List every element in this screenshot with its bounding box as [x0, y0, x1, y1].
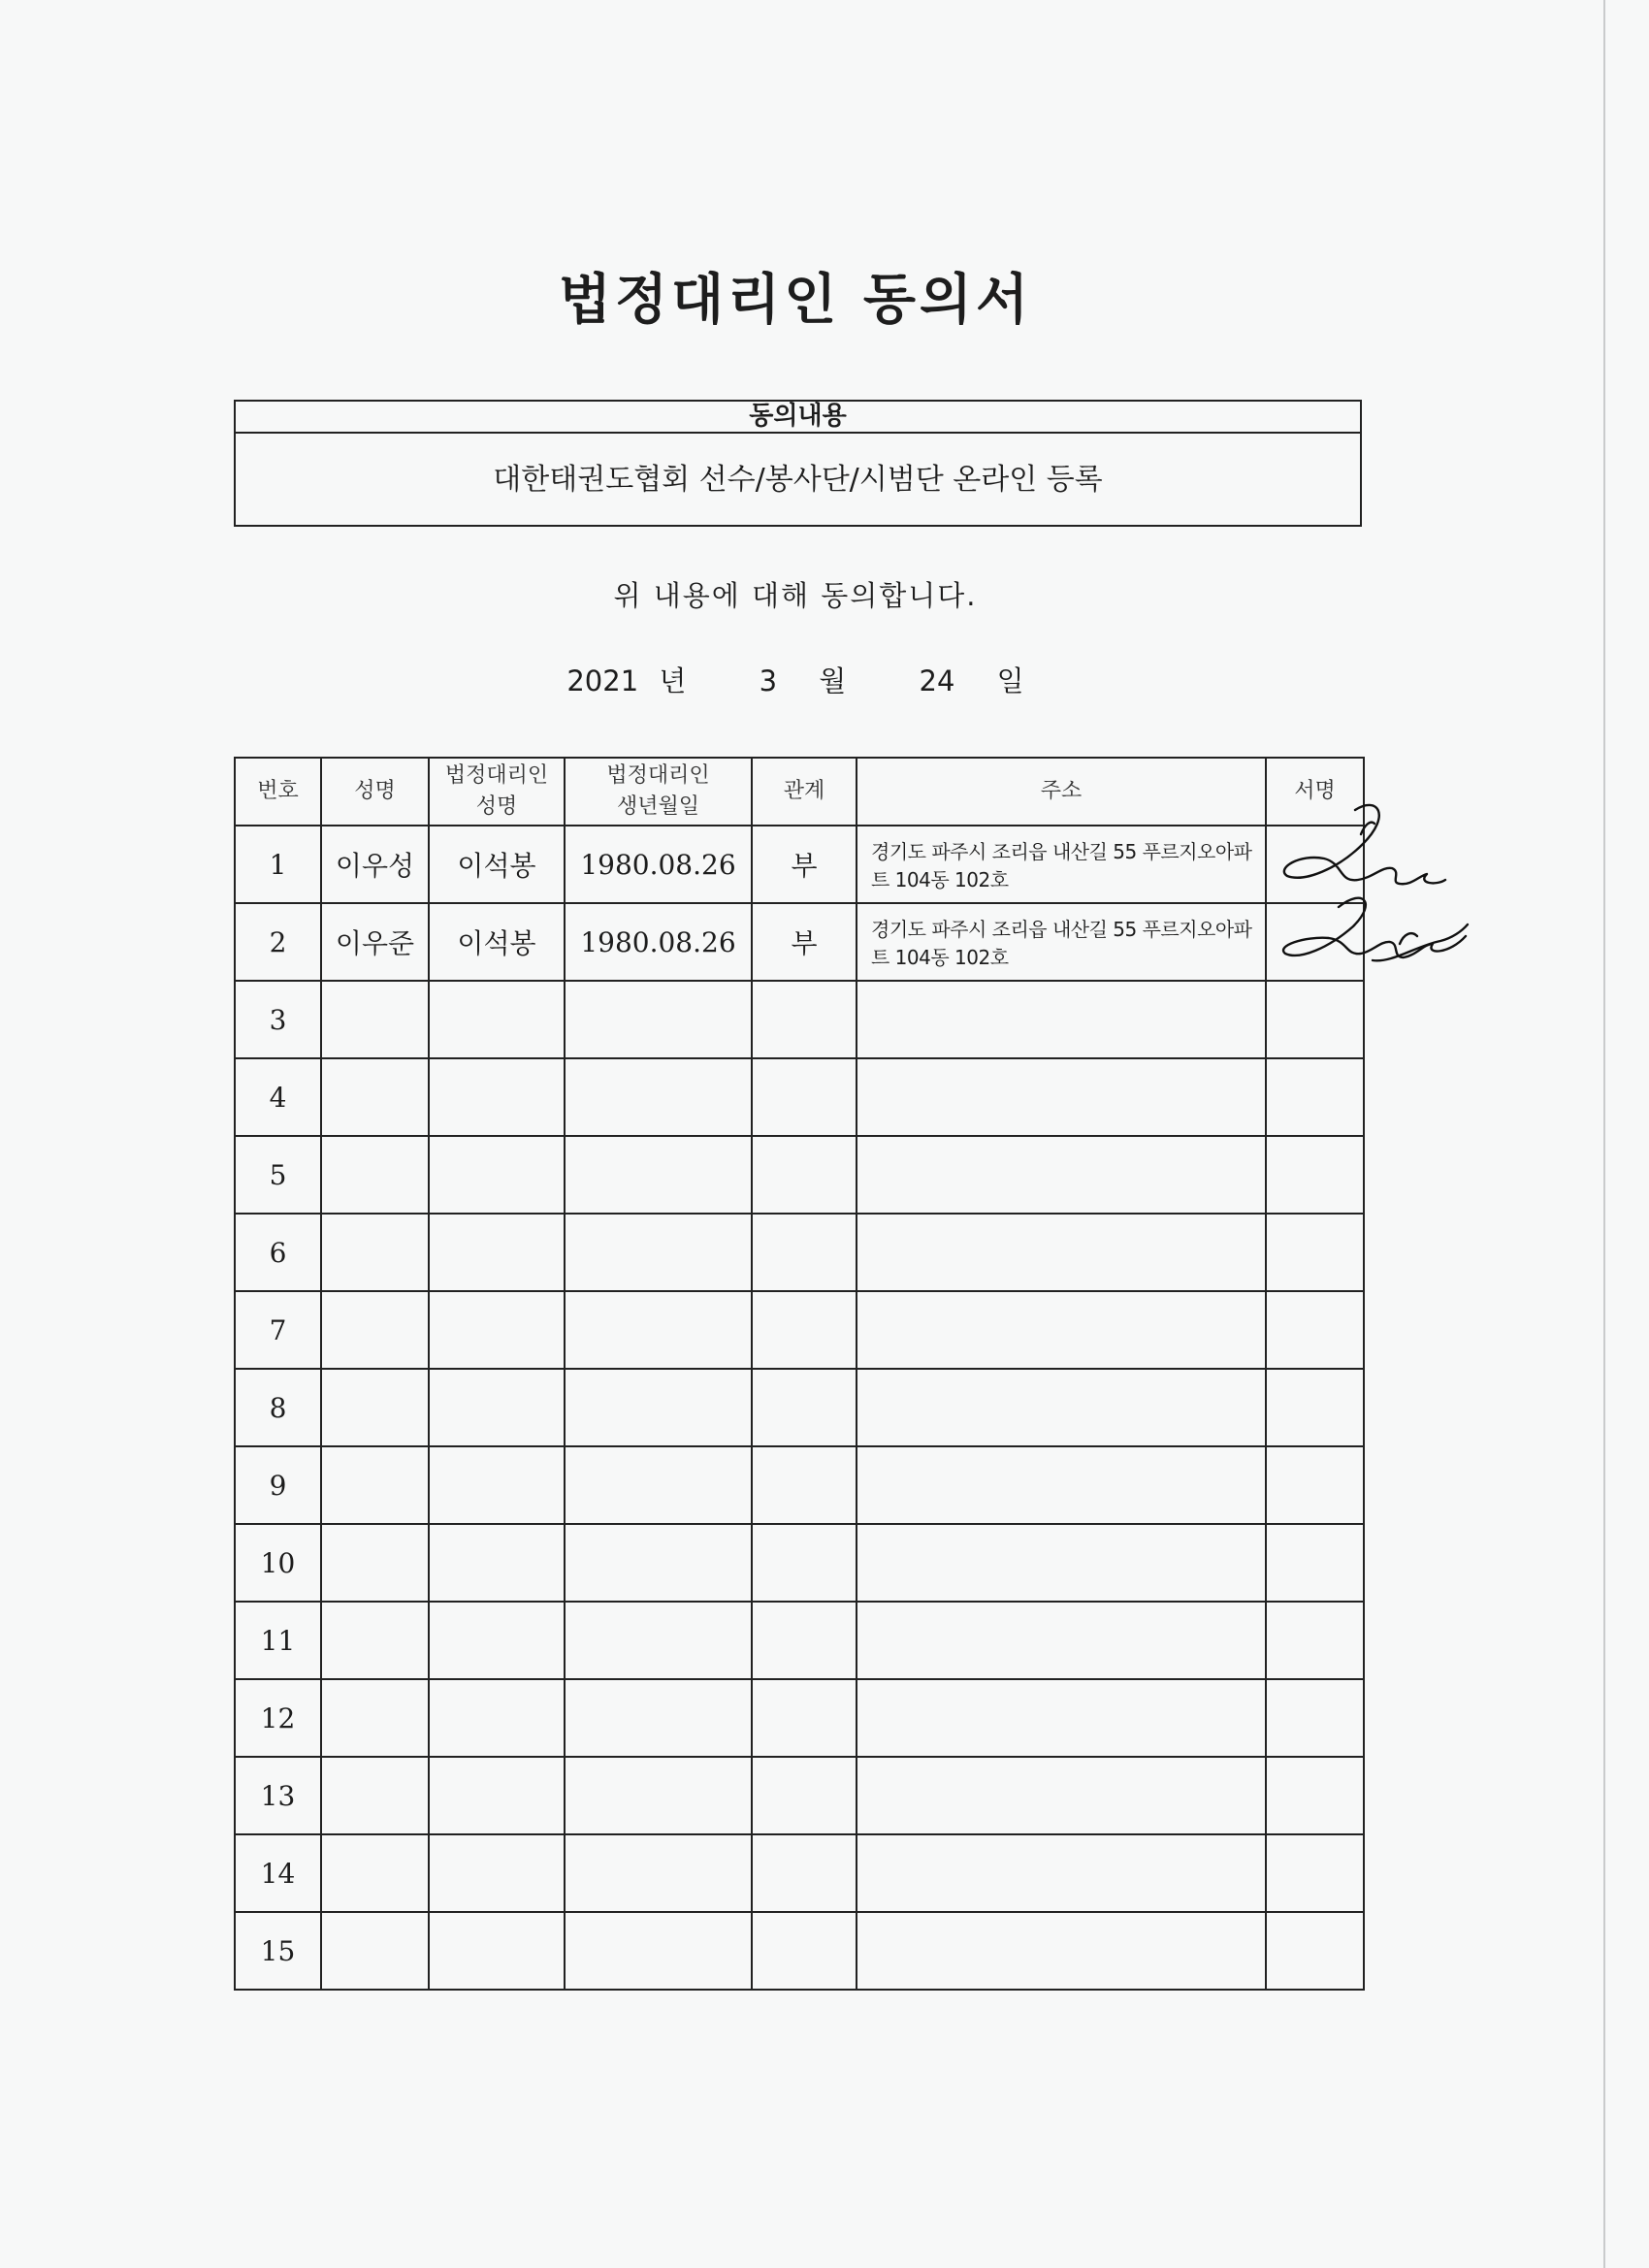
date-month-unit: 월 [819, 664, 847, 697]
cell-guardian-name: 이석봉 [429, 826, 565, 903]
cell-guardian-name [429, 1446, 565, 1524]
table-row [235, 1912, 1364, 1990]
table-row [235, 1446, 1364, 1524]
cell-guardian-birth [565, 1524, 752, 1602]
consent-text: 대한태권도협회 선수/봉사단/시범단 온라인 등록 [493, 463, 1103, 497]
cell-relation [752, 1912, 857, 1990]
cell-name [321, 1602, 429, 1679]
cell-guardian-birth: 1980.08.26 [565, 903, 752, 981]
cell-no: 15 [235, 1912, 321, 1990]
cell-signature [1266, 1446, 1364, 1524]
cell-guardian-birth [565, 1446, 752, 1524]
cell-name [321, 1291, 429, 1369]
cell-name [321, 1369, 429, 1446]
table-row [235, 903, 1364, 981]
date-year-unit: 년 [659, 664, 687, 697]
scan-edge [1603, 0, 1605, 2268]
cell-signature [1266, 1291, 1364, 1369]
cell-address [857, 1834, 1266, 1912]
cell-guardian-name [429, 1602, 565, 1679]
cell-relation: 부 [752, 903, 857, 981]
header-guardian-birth-line2: 생년월일 [616, 794, 699, 819]
cell-name [321, 1524, 429, 1602]
cell-no: 4 [235, 1058, 321, 1136]
table-row [235, 1291, 1364, 1369]
date-line [0, 660, 1591, 699]
handwritten-signature [1246, 791, 1470, 985]
cell-no: 5 [235, 1136, 321, 1214]
cell-address [857, 1757, 1266, 1834]
cell-guardian-birth [565, 1136, 752, 1214]
cell-relation [752, 981, 857, 1058]
table-row [235, 1058, 1364, 1136]
cell-guardian-name [429, 1136, 565, 1214]
cell-guardian-birth [565, 1679, 752, 1757]
cell-relation [752, 1679, 857, 1757]
cell-name [321, 1058, 429, 1136]
cell-guardian-birth [565, 1834, 752, 1912]
header-signature: 서명 [1266, 758, 1364, 826]
cell-name [321, 1136, 429, 1214]
cell-no: 3 [235, 981, 321, 1058]
cell-guardian-name: 이석봉 [429, 903, 565, 981]
table-row [235, 1524, 1364, 1602]
cell-guardian-name [429, 1214, 565, 1291]
header-guardian-birth-line1: 법정대리인 [606, 763, 710, 788]
cell-relation [752, 1446, 857, 1524]
cell-guardian-birth [565, 1291, 752, 1369]
cell-name [321, 1214, 429, 1291]
table-row [235, 1834, 1364, 1912]
table-row [235, 1214, 1364, 1291]
date-day: 24 [919, 664, 955, 697]
cell-name [321, 1757, 429, 1834]
cell-guardian-birth [565, 1602, 752, 1679]
cell-address [857, 1524, 1266, 1602]
page-title: 법정대리인 동의서 [558, 269, 1033, 332]
cell-no: 6 [235, 1214, 321, 1291]
cell-address [857, 1602, 1266, 1679]
table-row [235, 1757, 1364, 1834]
cell-guardian-birth [565, 1369, 752, 1446]
date-day-unit: 일 [996, 664, 1024, 697]
cell-relation [752, 1757, 857, 1834]
cell-relation [752, 1214, 857, 1291]
cell-guardian-name [429, 1291, 565, 1369]
cell-signature [1266, 1602, 1364, 1679]
cell-address: 경기도 파주시 조리읍 내산길 55 푸르지오아파트 104동 102호 [857, 826, 1266, 903]
cell-signature [1266, 1058, 1364, 1136]
header-no: 번호 [235, 758, 321, 826]
cell-guardian-birth [565, 981, 752, 1058]
cell-address [857, 1679, 1266, 1757]
cell-signature [1266, 1136, 1364, 1214]
cell-relation [752, 1369, 857, 1446]
cell-guardian-name [429, 1757, 565, 1834]
cell-guardian-birth [565, 1058, 752, 1136]
cell-signature [1266, 1369, 1364, 1446]
cell-relation [752, 1834, 857, 1912]
cell-no: 12 [235, 1679, 321, 1757]
table-row [235, 826, 1364, 903]
cell-signature [1266, 1834, 1364, 1912]
cell-address [857, 1058, 1266, 1136]
cell-signature [1266, 1524, 1364, 1602]
cell-signature [1266, 1912, 1364, 1990]
header-guardian-name-line1: 법정대리인 [444, 763, 549, 788]
cell-guardian-birth: 1980.08.26 [565, 826, 752, 903]
cell-no: 7 [235, 1291, 321, 1369]
header-guardian-birth [565, 758, 752, 826]
cell-guardian-name [429, 1524, 565, 1602]
table-row [235, 1679, 1364, 1757]
cell-name [321, 1446, 429, 1524]
date-year: 2021 [566, 664, 639, 697]
cell-name [321, 1834, 429, 1912]
header-guardian-name [429, 758, 565, 826]
cell-address [857, 1912, 1266, 1990]
cell-signature [1266, 1757, 1364, 1834]
cell-no: 1 [235, 826, 321, 903]
cell-guardian-name [429, 1369, 565, 1446]
cell-relation [752, 1602, 857, 1679]
cell-relation [752, 1136, 857, 1214]
cell-guardian-name [429, 1058, 565, 1136]
cell-no: 14 [235, 1834, 321, 1912]
cell-address [857, 981, 1266, 1058]
cell-address [857, 1291, 1266, 1369]
cell-guardian-birth [565, 1757, 752, 1834]
cell-address [857, 1214, 1266, 1291]
cell-name [321, 981, 429, 1058]
cell-name [321, 1679, 429, 1757]
cell-name: 이우준 [321, 903, 429, 981]
table-row [235, 1369, 1364, 1446]
cell-signature [1266, 1214, 1364, 1291]
cell-guardian-name [429, 981, 565, 1058]
cell-signature [1266, 1679, 1364, 1757]
cell-guardian-name [429, 1679, 565, 1757]
cell-guardian-name [429, 1834, 565, 1912]
cell-guardian-name [429, 1912, 565, 1990]
cell-guardian-birth [565, 1912, 752, 1990]
cell-address [857, 1136, 1266, 1214]
header-relation: 관계 [752, 758, 857, 826]
cell-no: 2 [235, 903, 321, 981]
cell-address: 경기도 파주시 조리읍 내산길 55 푸르지오아파트 104동 102호 [857, 903, 1266, 981]
table-row [235, 981, 1364, 1058]
cell-relation [752, 1058, 857, 1136]
cell-no: 9 [235, 1446, 321, 1524]
cell-address [857, 1369, 1266, 1446]
cell-relation: 부 [752, 826, 857, 903]
consent-box [234, 400, 1362, 527]
table-header-row [235, 758, 1364, 826]
header-guardian-name-line2: 성명 [475, 794, 518, 819]
cell-name: 이우성 [321, 826, 429, 903]
cell-guardian-birth [565, 1214, 752, 1291]
cell-address [857, 1446, 1266, 1524]
date-month: 3 [759, 664, 778, 697]
cell-name [321, 1912, 429, 1990]
cell-no: 10 [235, 1524, 321, 1602]
agree-statement: 위 내용에 대해 동의합니다. [613, 579, 978, 612]
cell-relation [752, 1291, 857, 1369]
table-row [235, 1136, 1364, 1214]
table-row [235, 1602, 1364, 1679]
cell-no: 13 [235, 1757, 321, 1834]
header-address: 주소 [857, 758, 1266, 826]
cell-relation [752, 1524, 857, 1602]
cell-no: 8 [235, 1369, 321, 1446]
cell-signature [1266, 981, 1364, 1058]
cell-no: 11 [235, 1602, 321, 1679]
header-name: 성명 [321, 758, 429, 826]
consent-header: 동의내용 [236, 402, 1360, 434]
guardian-table [234, 757, 1365, 1991]
